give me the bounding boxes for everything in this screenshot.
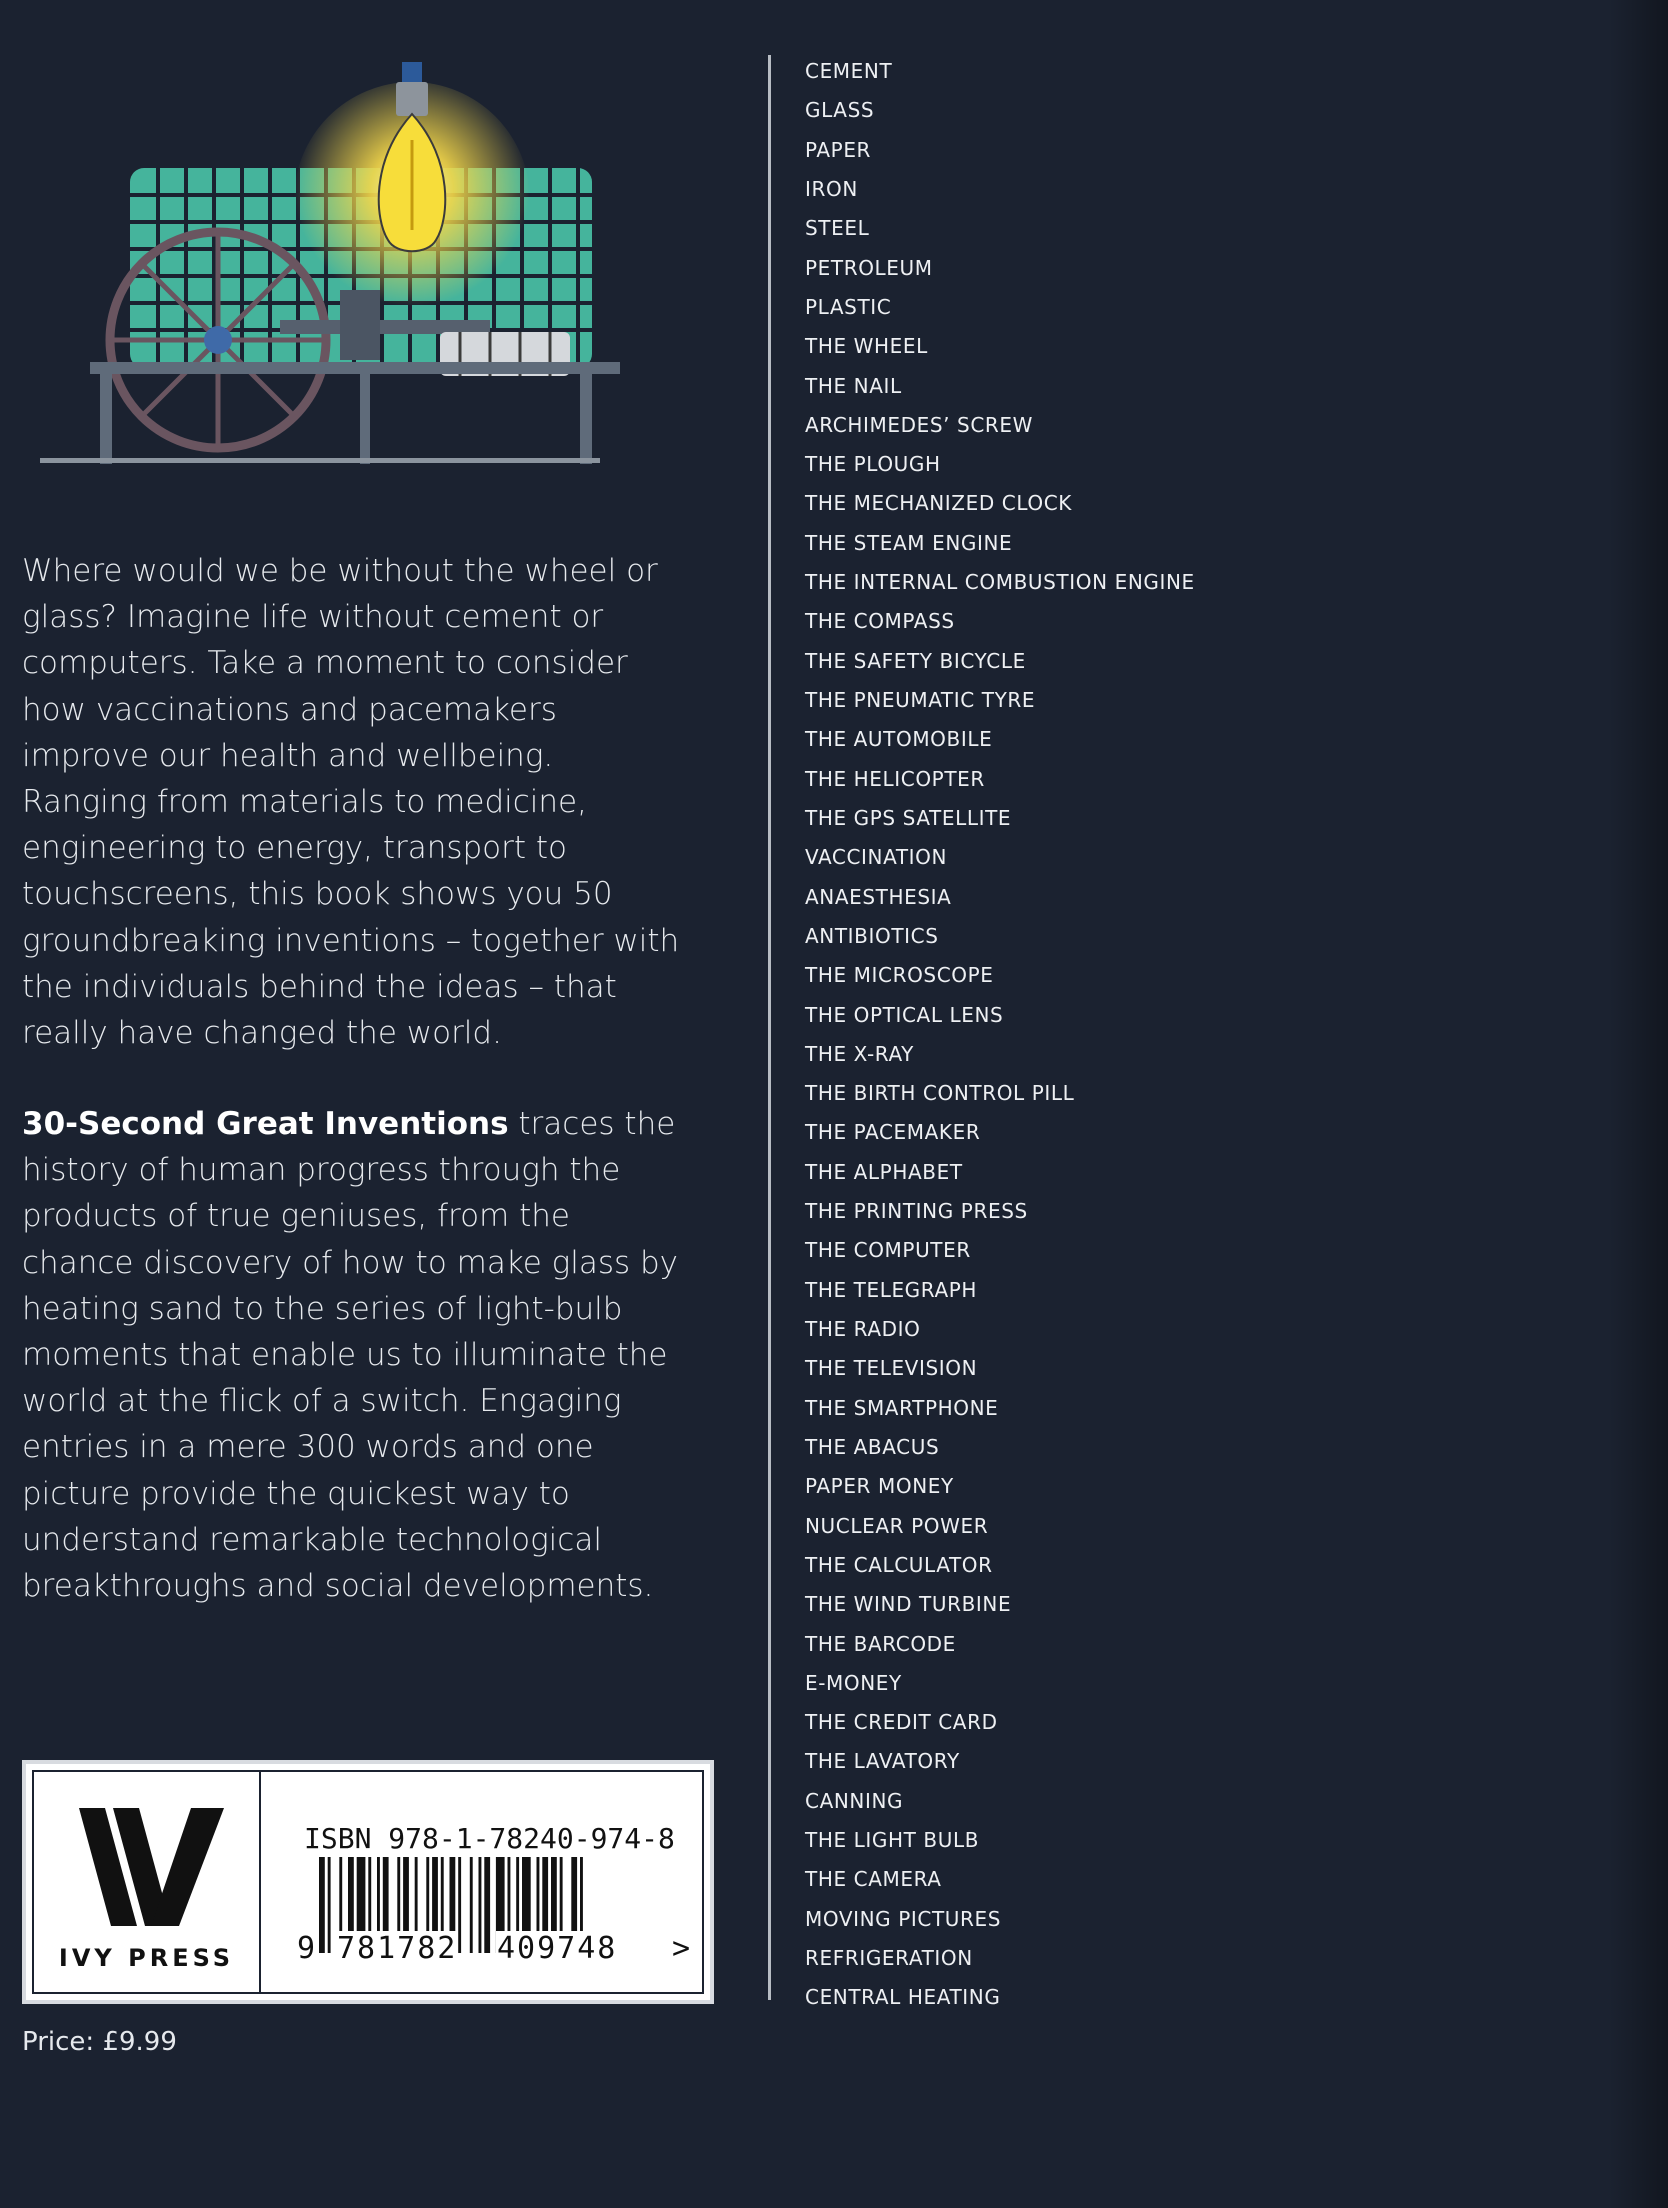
inventions-list-item: THE WIND TURBINE <box>805 1592 1012 1617</box>
inventions-list-item: THE HELICOPTER <box>805 766 985 791</box>
inventions-list-item: THE PNEUMATIC TYRE <box>805 688 1036 712</box>
inventions-list-item: THE CAMERA <box>805 1867 942 1892</box>
blurb-paragraph-1: Where would we be without the wheel or glass? Imagine life without cement or computers. Take a moment to consider how vaccinations and pacemakers improve our health and wellbeing. Ranging from materials to medicine, engineering to energy, transport to touchscreens, this book shows you 50 groundbreaking inventions – together with the individuals behind the ideas – that really have changed the world. <box>22 553 680 1052</box>
inventions-list-item: THE MICROSCOPE <box>805 963 994 988</box>
inventions-list-item: REFRIGERATION <box>805 1946 973 1970</box>
inventions-list-item: CEMENT <box>805 59 893 83</box>
inventions-list-item: THE COMPUTER <box>805 1238 971 1263</box>
publisher-logo <box>34 1772 261 1992</box>
inventions-list-item: THE INTERNAL COMBUSTION ENGINE <box>805 570 1195 595</box>
blurb-paragraph-2 <box>22 1101 682 1609</box>
inventions-list-item: THE TELEVISION <box>805 1356 978 1381</box>
inventions-list-item: THE OPTICAL LENS <box>805 1002 1004 1027</box>
inventions-list-item: IRON <box>805 176 858 201</box>
inventions-list-item: THE ABACUS <box>805 1434 940 1459</box>
inventions-list-item: THE GPS SATELLITE <box>805 805 1012 830</box>
inventions-list-item: THE PLOUGH <box>805 452 941 477</box>
inventions-list-item: THE CALCULATOR <box>805 1552 993 1577</box>
inventions-list-item: PLASTIC <box>805 294 892 319</box>
inventions-list-item: THE CREDIT CARD <box>805 1710 998 1735</box>
inventions-list-item: E-MONEY <box>805 1670 902 1695</box>
barcode-panel <box>22 1760 714 2004</box>
inventions-list-item: MOVING PICTURES <box>805 1906 1002 1931</box>
inventions-list <box>805 52 1195 2018</box>
inventions-list-item: THE SMARTPHONE <box>805 1395 999 1420</box>
inventions-list-item: THE WHEEL <box>805 334 928 359</box>
barcode-right-digits: 409748 <box>497 1931 618 1966</box>
inventions-list-item: CANNING <box>805 1788 904 1813</box>
inventions-list-item: THE MECHANIZED CLOCK <box>805 491 1072 516</box>
blurb-paragraph-2-text: traces the history of human progress through the products of true geniuses, from the chance discovery of how to make glass by heating sand to the series of light-bulb moments that enable us to illuminate the world at the flick of a switch. Engaging entries in a mere 300 words and one picture provide the quickest way to understand remarkable technological breakthroughs and social developments. <box>22 1106 679 1605</box>
isbn-label: ISBN 978-1-78240-974-8 <box>304 1822 675 1855</box>
barcode-first-digit: 9 <box>297 1931 316 1966</box>
inventions-list-item: ANTIBIOTICS <box>805 923 939 948</box>
inventions-list-item: THE TELEGRAPH <box>805 1277 978 1302</box>
inventions-list-item: THE PRINTING PRESS <box>805 1199 1028 1224</box>
book-title: 30-Second Great Inventions <box>22 1106 509 1142</box>
inventions-list-item: THE X-RAY <box>805 1041 915 1066</box>
inventions-list-item: THE NAIL <box>805 373 902 398</box>
publisher-name: IVY PRESS <box>58 1944 235 1972</box>
inventions-list-item: THE SAFETY BICYCLE <box>805 648 1026 673</box>
inventions-list-item: THE BARCODE <box>805 1631 956 1656</box>
inventions-list-item: PAPER <box>805 137 872 162</box>
inventions-list-item: THE LAVATORY <box>805 1749 960 1774</box>
inventions-list-item: THE LIGHT BULB <box>805 1828 980 1853</box>
steam-engine-light-bulb-illustration <box>40 50 630 480</box>
inventions-list-item: VACCINATION <box>805 845 948 870</box>
ivy-press-logo-icon <box>79 1808 224 1926</box>
barcode-digits <box>296 1931 696 1971</box>
inventions-list-item: THE AUTOMOBILE <box>805 727 993 752</box>
price-label: Price: £9.99 <box>22 2027 177 2057</box>
barcode-arrow: > <box>672 1931 691 1966</box>
barcode-left-digits: 781782 <box>337 1931 458 1966</box>
inventions-list-item: THE BIRTH CONTROL PILL <box>805 1081 1075 1106</box>
inventions-list-item: NUCLEAR POWER <box>805 1513 989 1538</box>
column-divider <box>768 55 771 2000</box>
spine-shadow <box>1608 0 1668 2208</box>
inventions-list-item: THE PACEMAKER <box>805 1120 981 1145</box>
inventions-list-item: ARCHIMEDES’ SCREW <box>805 412 1033 437</box>
inventions-list-item: PETROLEUM <box>805 255 933 280</box>
inventions-list-item: ANAESTHESIA <box>805 884 952 909</box>
inventions-list-item: THE RADIO <box>805 1317 921 1341</box>
inventions-list-item: STEEL <box>805 216 870 241</box>
inventions-list-item: THE ALPHABET <box>805 1159 963 1184</box>
inventions-list-item: GLASS <box>805 98 875 123</box>
inventions-list-item: CENTRAL HEATING <box>805 1985 1001 2010</box>
inventions-list-item: PAPER MONEY <box>805 1474 954 1499</box>
inventions-list-item: THE STEAM ENGINE <box>805 530 1013 555</box>
inventions-list-item: THE COMPASS <box>805 609 955 634</box>
